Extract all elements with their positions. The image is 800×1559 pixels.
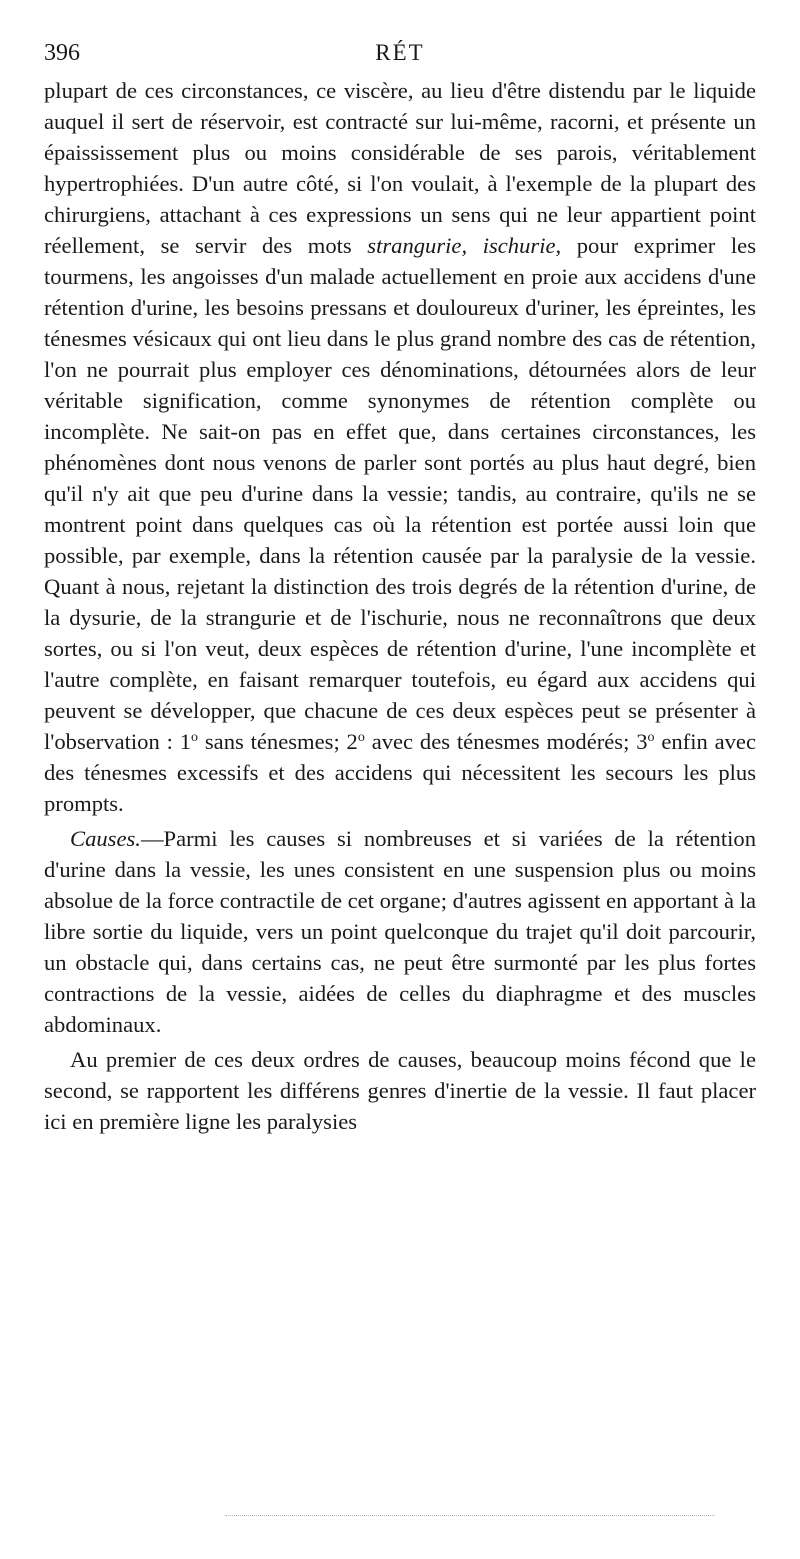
ordinal-degree: o [191,730,199,745]
paragraph-text: pour exprimer les tourmens, les angoisses d'un malade actuellement en proie aux accidens d'une rétention d'urine, les besoins pressans et douloureux d'uriner, les épreintes, les ténesmes vésicaux qui ont lieu dans le plus grand nombre des cas de rétention, l'on ne pourrait plus employer ces dénominations, détournées alors de leur véritable signification, comme synonymes de rétention complète ou incomplète. Ne sait-on pas en effet que, dans certaines circonstances, les phénomènes dont nous venons de parler sont portés au plus haut degré, bien qu'il n'y ait que peu d'urine dans la vessie; tandis, au contraire, qu'ils ne se montrent point dans quelques cas où la rétention est portée aussi loin que possible, par exemple, dans la rétention causée par la paralysie de la vessie. Quant à nous, rejetant la distinction des trois degrés de la rétention d'urine, de la dysurie, de la strangurie et de l'ischurie, nous ne reconnaîtrons que deux sortes, ou si l'on veut, deux espèces de rétention d'urine, l'une incomplète et l'autre complète, en faisant remarquer toutefois, eu égard aux accidens qui peuvent se développer, que chacune de ces deux espèces peut se présenter à l'observation : 1 [44,233,757,754]
running-head: RÉT [375,40,425,65]
italic-term-ischurie: ischurie, [482,233,562,258]
ordinal-degree: o [357,730,365,745]
section-lead-causes: Causes. [70,826,141,851]
paragraph-text: sans ténesmes; 2 [198,729,358,754]
page-number: 396 [44,40,80,66]
bottom-bleed-line [225,1515,715,1516]
paragraph-text: Au premier de ces deux ordres de causes, beaucoup moins fécond que le second, se rapportent les différens genres d'inertie de la vessie. Il faut placer ici en première ligne les paralysies [44,1047,756,1134]
body-text [44,75,756,1137]
page-header [44,38,756,72]
paragraph-text: avec des ténesmes modérés; 3 [364,729,648,754]
italic-separator: , [461,233,483,258]
paragraph-text: plupart de ces circonstances, ce viscère, au lieu d'être distendu par le liquide auquel il sert de réservoir, est contracté sur lui-même, racorni, et présente un épaississement plus ou moins considérable de ses parois, véritablement hypertrophiées. D'un autre côté, si l'on voulait, à l'exemple de la plupart des chirurgiens, attachant à ces expressions un sens qui ne leur appartient point réellement, se servir des mots [44,78,756,258]
paragraph-causes [44,823,756,1040]
italic-term-strangurie: strangurie [367,233,462,258]
paragraph-first-order [44,1044,756,1137]
paragraph-continued [44,75,756,819]
paragraph-text: —Parmi les causes si nombreuses et si variées de la rétention d'urine dans la vessie, les unes consistent en une suspension plus ou moins absolue de la force contractile de cet organe; d'autres agissent en apportant à la libre sortie du liquide, vers un point quelconque du trajet qu'il doit parcourir, un obstacle qui, dans certains cas, ne peut être surmonté par les plus fortes contractions de la vessie, aidées de celles du diaphragme et des muscles abdominaux. [44,826,756,1037]
paragraph-text: enfin avec des ténesmes excessifs et des accidens qui nécessitent les secours les plus prompts. [44,729,756,816]
ordinal-degree: o [647,730,655,745]
